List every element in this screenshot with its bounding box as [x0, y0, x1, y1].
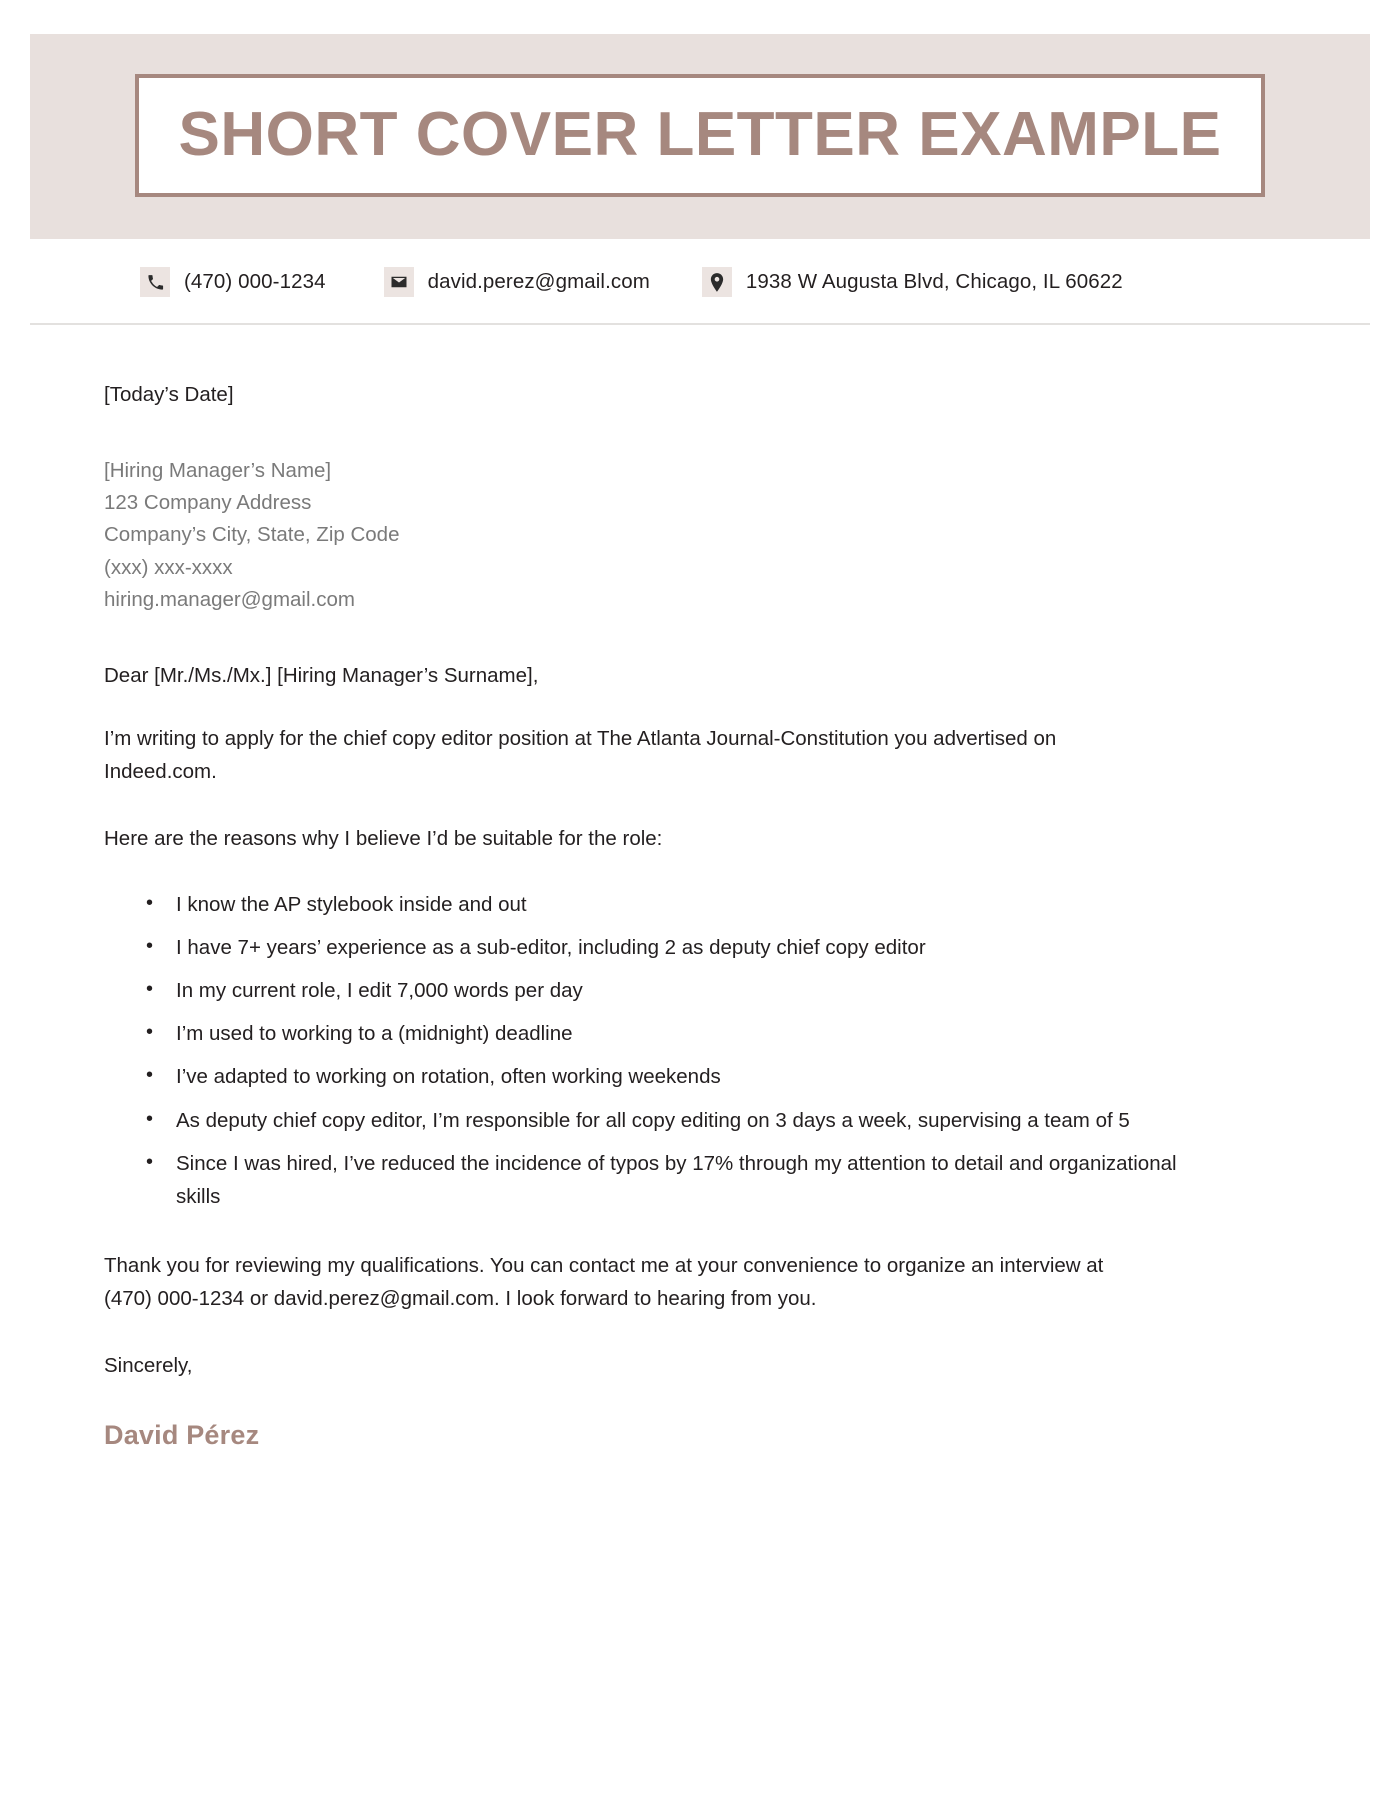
- recipient-line-phone: (xxx) xxx-xxxx: [104, 555, 233, 579]
- list-item: • I’ve adapted to working on rotation, often working weekends: [176, 1060, 1216, 1093]
- contact-item-address[interactable]: [702, 267, 1123, 297]
- letter-body: [0, 383, 1400, 1521]
- signature-name: David Pérez: [104, 1419, 260, 1450]
- list-item: • I have 7+ years’ experience as a sub-editor, including 2 as deputy chief copy editor: [176, 931, 1216, 964]
- list-item: • Since I was hired, I’ve reduced the incidence of typos by 17% through my attention to detail and organizational skills: [176, 1147, 1216, 1213]
- map-pin-icon: [702, 267, 732, 297]
- closing-paragraph: Thank you for reviewing my qualifications. You can contact me at your convenience to organize an interview at (470) 000-1234 or david.perez@gmail.com. I look forward to hearing from you.: [104, 1254, 1104, 1311]
- recipient-line-address: 123 Company Address: [104, 491, 312, 515]
- contact-email-text: david.perez@gmail.com: [427, 270, 650, 294]
- recipient-line-email: hiring.manager@gmail.com: [104, 587, 355, 611]
- phone-icon: [140, 267, 170, 297]
- contact-item-email[interactable]: [384, 267, 650, 297]
- list-item: • I know the AP stylebook inside and out: [176, 888, 1216, 921]
- recipient-line-city: Company’s City, State, Zip Code: [104, 523, 400, 547]
- opening-paragraph: I’m writing to apply for the chief copy editor position at The Atlanta Journal-Constitution you advertised on Indeed.com.: [104, 726, 1057, 784]
- date-line: [Today’s Date]: [104, 383, 234, 407]
- contact-phone-text: (470) 000-1234: [184, 270, 326, 294]
- contact-address-text: 1938 W Augusta Blvd, Chicago, IL 60622: [745, 270, 1123, 294]
- list-item: • As deputy chief copy editor, I’m responsible for all copy editing on 3 days a week, supervising a team of 5: [176, 1104, 1216, 1137]
- page-title: SHORT COVER LETTER EXAMPLE: [178, 100, 1222, 169]
- list-item: • I’m used to working to a (midnight) deadline: [176, 1017, 1216, 1050]
- contact-bar: [30, 239, 1370, 325]
- title-box: [135, 74, 1265, 197]
- contact-item-phone[interactable]: [140, 267, 326, 297]
- bullets-lead-in: Here are the reasons why I believe I’d be suitable for the role:: [104, 827, 663, 851]
- header-band: [30, 34, 1370, 239]
- qualifications-list: [104, 888, 1216, 1214]
- list-item: • In my current role, I edit 7,000 words per day: [176, 974, 1216, 1007]
- envelope-icon: [384, 267, 414, 297]
- signoff: Sincerely,: [104, 1353, 193, 1377]
- salutation: Dear [Mr./Ms./Mx.] [Hiring Manager’s Surname],: [104, 663, 539, 687]
- recipient-line-name: [Hiring Manager’s Name]: [104, 459, 332, 483]
- recipient-block: [104, 455, 1296, 616]
